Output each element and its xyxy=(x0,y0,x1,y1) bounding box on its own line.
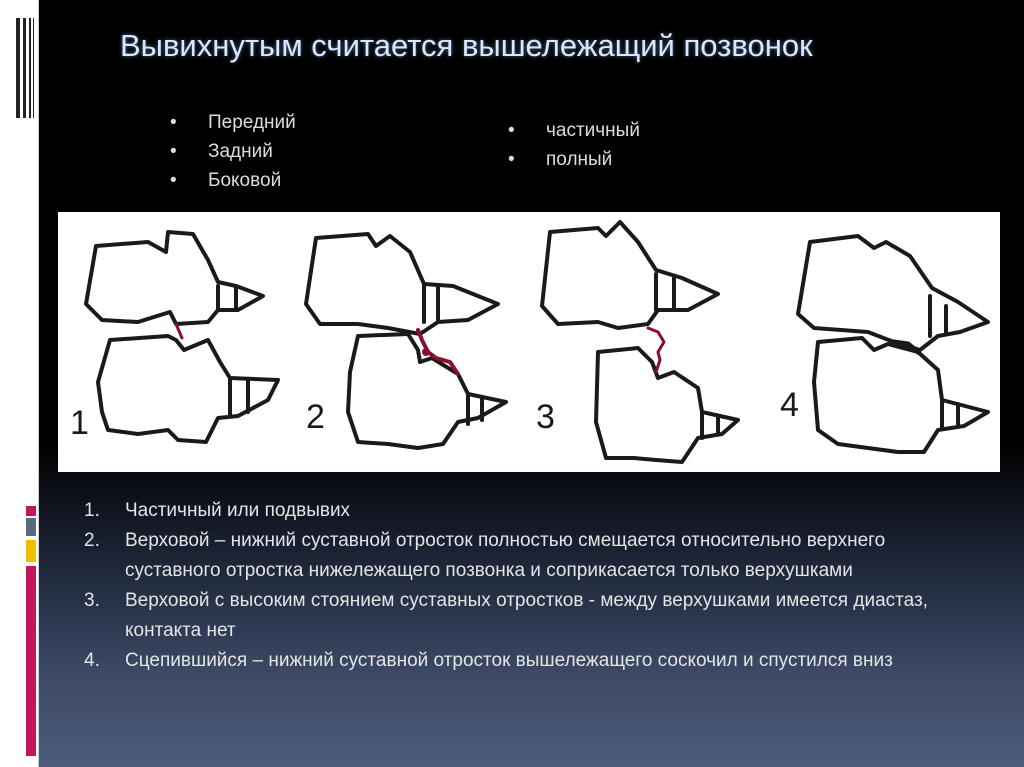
figure-label-2: 2 xyxy=(306,398,325,436)
vertebra-pair-3 xyxy=(536,222,738,462)
displacement-direction-list xyxy=(170,108,296,195)
item-number: 2. xyxy=(84,530,100,551)
list-item xyxy=(170,137,296,166)
bullet-marker: • xyxy=(508,120,515,141)
item-number: 1. xyxy=(84,500,100,521)
vertebra-pair-1 xyxy=(70,232,278,442)
list-item xyxy=(84,586,984,646)
list-item xyxy=(170,166,296,195)
dislocation-types-list xyxy=(84,496,984,676)
bullet-text: частичный xyxy=(546,120,640,141)
accent-bar-pink xyxy=(26,506,36,516)
bullet-marker: • xyxy=(170,170,177,191)
item-number: 3. xyxy=(84,590,100,611)
left-decor-strip xyxy=(0,0,39,767)
vertebra-pair-4 xyxy=(780,236,988,452)
list-item xyxy=(508,116,640,145)
list-item xyxy=(508,145,640,174)
bullet-marker: • xyxy=(508,149,515,170)
item-text: Сцепившийся – нижний суставной отросток вышележащего соскочил и спустился вниз xyxy=(125,650,893,671)
figure-label-3: 3 xyxy=(536,398,555,436)
bullet-text: полный xyxy=(546,149,613,170)
bullet-text: Задний xyxy=(208,141,273,162)
vertebra-pair-2 xyxy=(306,234,506,448)
bullet-text: Передний xyxy=(208,112,296,133)
slide-title: Вывихнутым считается вышележащий позвонок xyxy=(120,28,813,63)
item-text: Верховой с высоким стоянием суставных отростков - между верхушками имеется диастаз, контакта нет xyxy=(125,590,928,641)
list-item xyxy=(170,108,296,137)
vertebra-drawing xyxy=(58,212,1000,472)
bullet-text: Боковой xyxy=(208,170,282,191)
displacement-degree-list xyxy=(508,116,640,174)
list-item xyxy=(84,496,984,526)
list-item xyxy=(84,526,984,586)
vertebra-dislocation-figure xyxy=(58,212,1000,472)
accent-bar-gray xyxy=(26,518,36,536)
list-item xyxy=(84,646,984,676)
bullet-marker: • xyxy=(170,112,177,133)
hatch-decoration xyxy=(16,18,36,118)
figure-label-1: 1 xyxy=(70,404,89,442)
accent-bar-pink-long xyxy=(26,566,36,756)
item-number: 4. xyxy=(84,650,100,671)
accent-bar-yellow xyxy=(26,540,36,562)
item-text: Верховой – нижний суставной отросток полностью смещается относительно верхнего суставного отростка нижележащего позвонка и соприкасается только верхушками xyxy=(125,530,886,581)
item-text: Частичный или подвывих xyxy=(125,500,351,521)
bullet-marker: • xyxy=(170,141,177,162)
figure-label-4: 4 xyxy=(780,386,799,424)
